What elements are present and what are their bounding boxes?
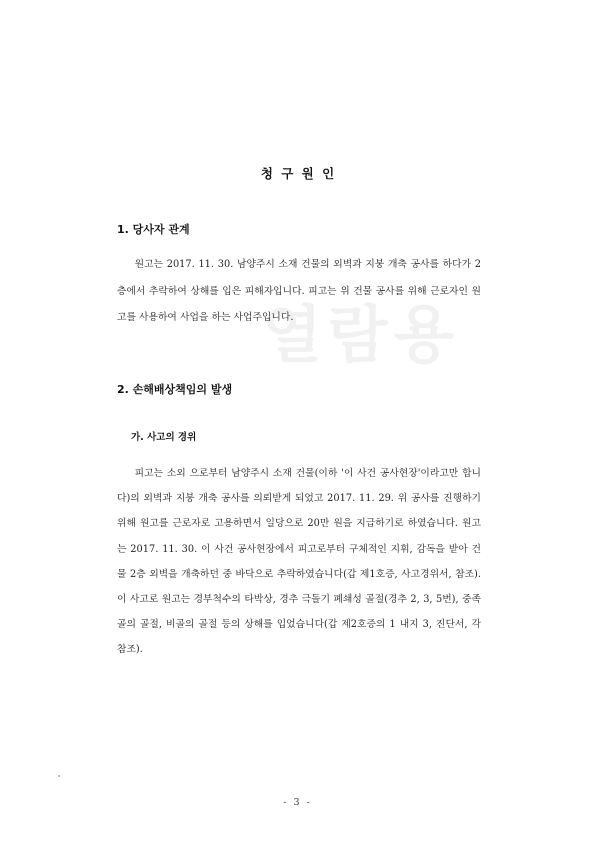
paragraph-parties: 원고는 2017. 11. 30. 남양주시 소재 건물의 외벽과 지붕 개축 공사를 하다가 2층에서 추락하여 상해를 입은 피해자입니다. 피고는 위 건물 공사를 위해 근로자인 원고를 사용하여 사업을 하는 사업주입니다. [117, 259, 481, 323]
paragraph-accident: 피고는 소외 으로부터 남양주시 소재 건물(이하 '이 사건 공사현장'이라고만 합니다)의 외벽과 지붕 개축 공사를 의뢰받게 되었고 2017. 11. 29. 위 공사를 진행하기 위해 원고를 근로자로 고용하면서 일당으로 20만 원을 지급하기로 하였습니다. 원고는 2017. 11. 30. 이 사건 공사현장에서 피고로부터 구체적인 지휘, 감독을 받아 건물 2층 외벽을 개축하던 중 바닥으로 추락하였습니다(갑 제1호증, 사고경위서, 참조). 이 사고로 원고는 경부척수의 타박상, 경추 극돌기 폐쇄성 골절(경추 2, 3, 5번), 중족골의 골절, 비골의 골절 등의 상해를 입었습니다(갑 제2호증의 1 내지 3, 진단서, 각 참조). [117, 468, 481, 656]
section-heading-parties: 1. 당사자 관계 [117, 223, 190, 236]
scan-dot [58, 775, 60, 777]
watermark: 열람용 [262, 298, 460, 371]
document-title: 청 구 원 인 [260, 166, 335, 181]
section-heading-liability: 2. 손해배상책임의 발생 [117, 383, 233, 396]
page-number: - 3 - [283, 797, 312, 808]
sub-heading-accident: 가. 사고의 경위 [131, 432, 197, 443]
